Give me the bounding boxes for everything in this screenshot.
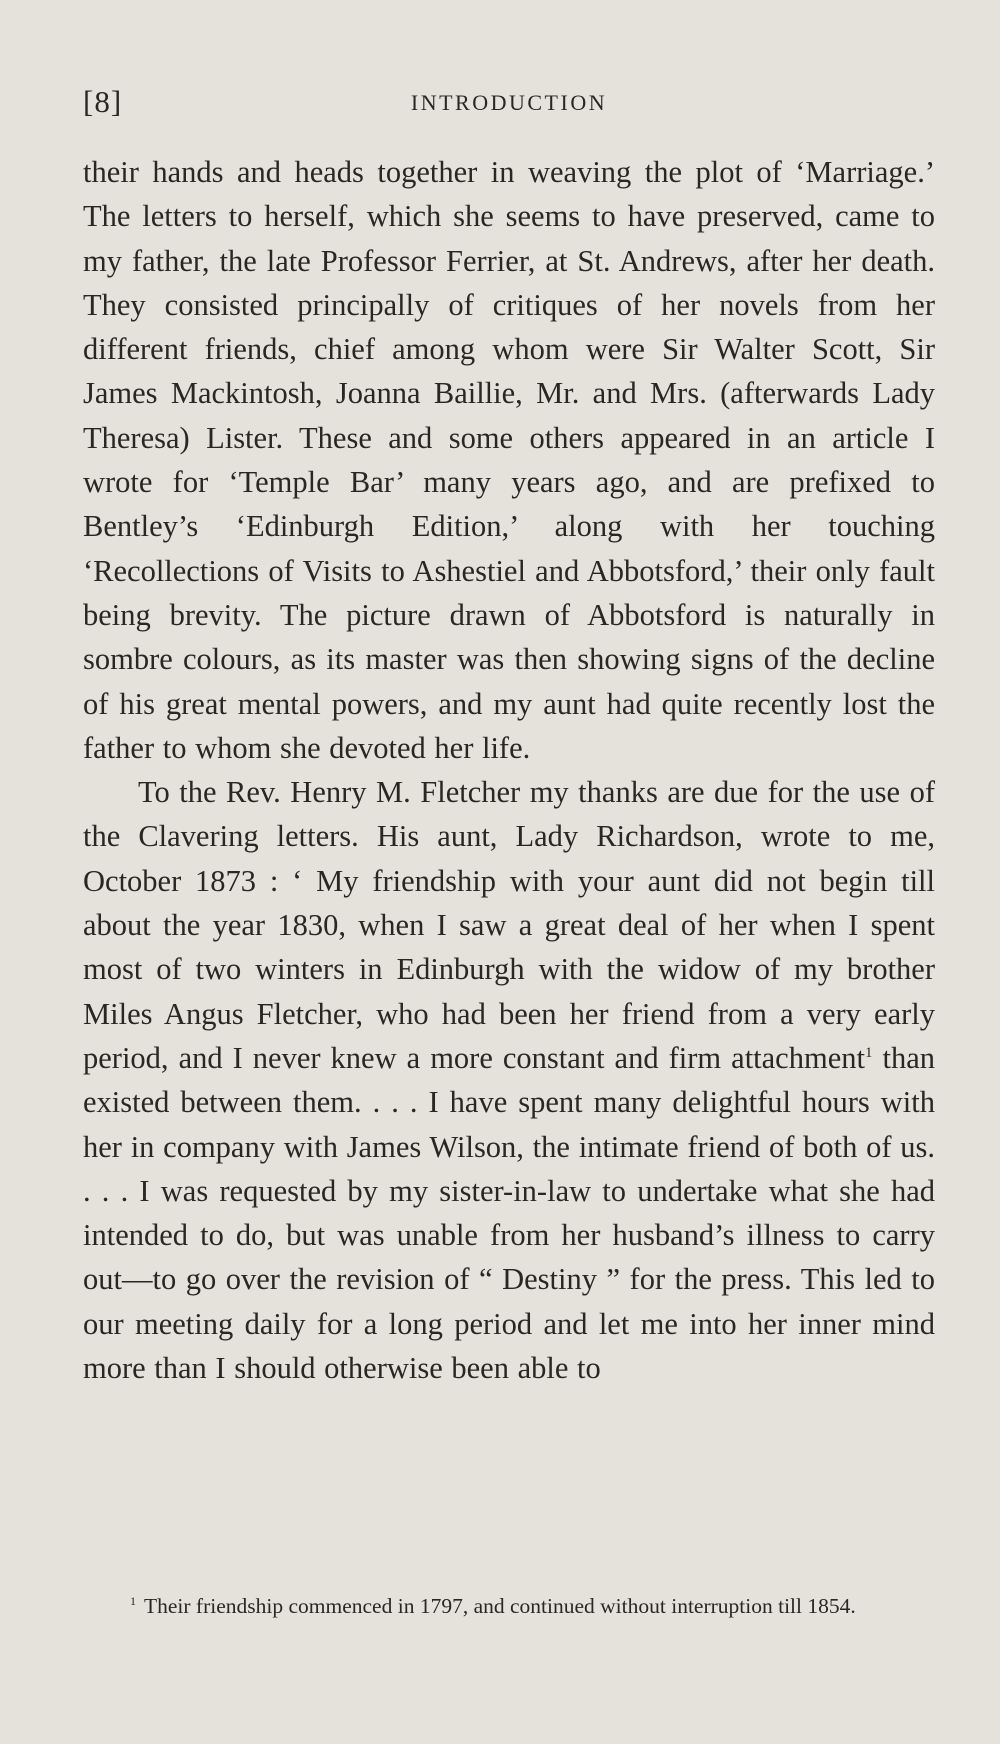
footnote	[88, 1594, 935, 1619]
footnote-reference: 1	[864, 1044, 873, 1061]
running-header	[83, 84, 935, 124]
page-number: [8]	[83, 84, 123, 119]
body-text	[83, 150, 935, 1390]
paragraph-text: To the Rev. Henry M. Fletcher my thanks are due for the use of the Clavering letters. His aunt, Lady Richardson, wrote to me, October 1873 : ‘ My friendship with your aunt did not begin till about the year 1830, when I saw a great deal of her when I spent most of two winters in Edinburgh with the widow of my brother Miles Angus Fletcher, who had been her friend from a very early period, and I never knew a more constant and firm attachment	[83, 775, 935, 1075]
paragraph: their hands and heads together in weaving the plot of ‘Marriage.’ The letters to herself, which she seems to have preserved, came to my father, the late Professor Ferrier, at St. Andrews, after her death. They consisted principally of critiques of her novels from her different friends, chief among whom were Sir Walter Scott, Sir James Mackintosh, Joanna Baillie, Mr. and Mrs. (afterwards Lady Theresa) Lister. These and some others appeared in an article I wrote for ‘Temple Bar’ many years ago, and are prefixed to Bentley’s ‘Edinburgh Edition,’ along with her touching ‘Recollections of Visits to Ashestiel and Abbotsford,’ their only fault being brevity. The picture drawn of Abbotsford is naturally in sombre colours, as its master was then showing signs of the decline of his great mental powers, and my aunt had quite recently lost the father to whom she devoted her life.	[83, 155, 935, 765]
footnote-text: Their friendship commenced in 1797, and continued without interruption till 1854.	[144, 1594, 856, 1618]
paragraph-text: than existed between them. . . . I have spent many delightful hours with her in company with James Wilson, the intimate friend of both of us. . . . I was requested by my sister-in-law to undertake what she had intended to do, but was unable from her husband’s illness to carry out—to go over the revision of “ Destiny ” for the press. This led to our meeting daily for a long period and let me into her inner mind more than I should otherwise been able to	[83, 1040, 935, 1386]
running-title: INTRODUCTION	[410, 90, 608, 115]
paragraph	[83, 770, 935, 1390]
footnote-mark: 1	[130, 1593, 136, 1608]
